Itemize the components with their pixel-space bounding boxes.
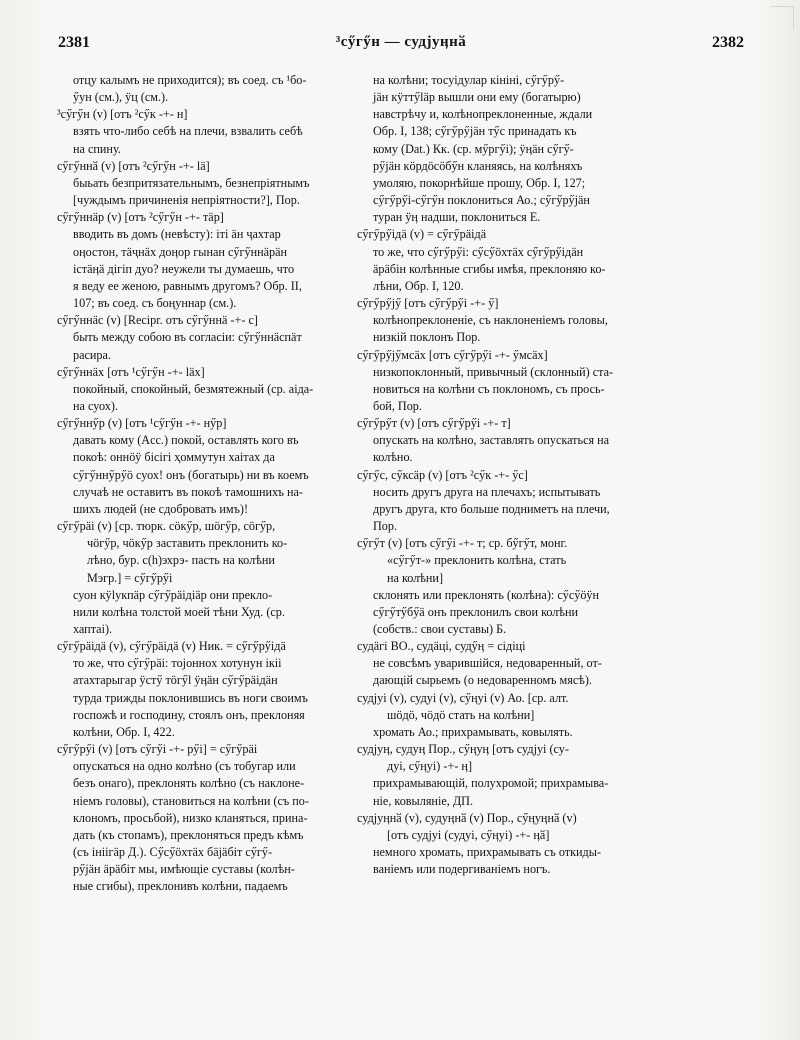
entry-headword-line: сӳгӳрӳjӳ [отъ сӳгӳрӳi -+- ӳ] bbox=[357, 296, 499, 311]
entry-text-line: атахтарыгар ӱстӳ тӧгӳl ӱӊӓн сӳгӳрӓiдӓн bbox=[73, 673, 278, 688]
entry-text-line: носить другъ друга на плечахъ; испытывать bbox=[373, 484, 601, 499]
entry-text-line: дать (къ стопамъ), преклоняться предъ кѣмъ bbox=[73, 827, 304, 842]
entry-text-line: сӳгӳннӳрӳӧ суох! онъ (богатырь) ни въ коемъ bbox=[73, 467, 309, 482]
entry-text-line: случаѣ не оставитъ въ покоѣ тамошнихъ на- bbox=[73, 484, 303, 499]
page-header bbox=[58, 34, 744, 58]
entry-text-line: отцу калымъ не приходится); въ соед. съ ¹бо- bbox=[73, 73, 307, 87]
entry-headword-line: судјуӊнӑ (v), судуӊнӑ (v) Пор., сӳӊуӊнӑ (v) bbox=[357, 810, 577, 825]
entry-text-line: рӳjӓн ӓрӓбiт мы, имѣющіе суставы (колѣн- bbox=[73, 862, 295, 877]
entry-text-line: турда трижды поклонившись въ ноги своимъ bbox=[73, 690, 308, 705]
entry-text-line: шӧдӧ, чӧдӧ стать на колѣни] bbox=[387, 707, 535, 722]
entry-text-line: сӳгӳрӳi-сӳгӳн поклониться Ао.; сӳгӳрӳjӓн bbox=[373, 193, 590, 208]
entry-text-line: лѣни, Обр. I, 120. bbox=[373, 278, 464, 293]
entry-text-line: ные сгибы), преклонивъ колѣни, падаемъ bbox=[73, 879, 288, 894]
entry-text-line: я веду ее женою, равнымъ другомъ? Обр. II, bbox=[73, 278, 302, 293]
entry-text-line: колѣно. bbox=[373, 450, 413, 465]
entry-headword-line: судӓгi ВО., судӓцi, судӳӊ = сiдiцi bbox=[357, 639, 526, 654]
running-title: ³сӳгӳн — судјуӊнӑ bbox=[335, 34, 467, 50]
entry-text-line: ніемъ головы), становиться на колѣни (съ по- bbox=[73, 793, 309, 808]
entry-headword-line: сӳгӳрӳi (v) [отъ сӳгӳi -+- рӳi] = сӳгӳрӓi bbox=[57, 742, 258, 757]
entry-headword-line: сӳгӳс, сӳксӓр (v) [отъ ²сӳк -+- ӳс] bbox=[357, 467, 528, 482]
entry-text-line: ніе, ковыляніе, ДП. bbox=[373, 793, 474, 808]
entry-text-line: на спину. bbox=[73, 141, 121, 156]
entry-text-line: то же, что сӳгӳрӳi: сӳсӳӧхтӓх сӳгӳрӳiдӓн bbox=[373, 244, 584, 259]
entry-text-line: нили колѣна толстой моей тѣни Худ. (ср. bbox=[73, 604, 285, 619]
entry-text-line: Обр. I, 138; сӳгӳрӳjӓн тӳс принадать къ bbox=[373, 124, 577, 139]
entry-text-line: хаптаі). bbox=[73, 622, 113, 636]
entry-text-line: опускаться на одно колѣно (съ тобугар или bbox=[73, 759, 296, 774]
entry-text-line: низкопоклонный, привычный (склонный) ста- bbox=[373, 364, 614, 379]
entry-text-line: на колѣни; тосуiдулар кінінi, сӳгӳрӳ- bbox=[373, 73, 565, 87]
entry-text-line: новиться на колѣни съ поклономъ, съ прось- bbox=[373, 381, 605, 396]
right-column bbox=[357, 72, 653, 878]
entry-text-line: сӳгӳтӳбӳӓ онъ преклонилъ свои колѣни bbox=[373, 604, 579, 619]
entry-text-line: суон кӱlукпӓр сӳгӳрӓiдiӓр они прекло- bbox=[73, 587, 273, 602]
entry-headword-line: ³сӳгӳн (v) [отъ ²сӳк -+- н] bbox=[57, 107, 188, 122]
entry-text-line: дуi, сӳӊуi) -+- ӊ] bbox=[387, 759, 473, 774]
entry-text-line: iстӓӊӓ дігіп дуо? неужели ты думаешь, что bbox=[73, 261, 295, 276]
entry-text-line: давать кому (Acc.) покой, оставлять кого въ bbox=[73, 433, 299, 448]
entry-text-line: кому (Dat.) Кк. (ср. мӳргӳi); ӱӊӓн сӳгӳ- bbox=[373, 141, 574, 156]
entry-text-line: (съ iнiiгӓр Д.). Сӳсӳӧхтӓх бӓjӓбiт сӳгӳ- bbox=[73, 845, 273, 860]
entry-headword-line: судјуi (v), судуi (v), сӳӊуi (v) Ао. [ср. алт. bbox=[357, 690, 569, 705]
entry-text-line: чӧгӳр, чӧкӳр заставить преклонить ко- bbox=[87, 536, 288, 551]
entry-text-line: jӓн кӱттӳlӓр вышли они ему (богатырю) bbox=[373, 90, 581, 105]
entry-text-line: безъ онаго), преклонять колѣно (съ наклоне- bbox=[73, 776, 305, 791]
entry-text-line: то же, что сӳгӳрӓi: тоjонноx хотунун iкiі bbox=[73, 656, 282, 671]
entry-text-line: рӳjӓн кӧрдӧсӧбӳн кланяясь, на колѣняхъ bbox=[373, 158, 583, 173]
entry-headword-line: сӳгӳннӓр (v) [отъ ²сӳгӳн -+- тӓр] bbox=[57, 210, 224, 225]
entry-text-line: [отъ судјуi (судуi, сӳӊуi) -+- ӊӑ] bbox=[387, 827, 550, 842]
entry-text-line: хромать Ао.; прихрамывать, ковылять. bbox=[373, 724, 573, 739]
entry-text-line: госпожѣ и господину, стоялъ онъ, преклоняя bbox=[73, 707, 305, 722]
entry-text-line: немного хромать, прихрамывать съ откиды- bbox=[373, 845, 602, 860]
entry-text-line: взять что-либо себѣ на плечи, взвалить себѣ bbox=[73, 124, 303, 139]
entry-text-line: колѣнопреклоненіе, съ наклоненіемъ головы, bbox=[373, 313, 608, 328]
entry-text-line: Пор. bbox=[373, 519, 398, 534]
entry-headword-line: сӳгӳрӳjӳмсӓх [отъ сӳгӳрӳi -+- ӳмсӓх] bbox=[357, 347, 548, 362]
entry-text-line: вводить въ домъ (невѣсту): іті ӓн ҷахтар bbox=[73, 227, 281, 242]
entry-headword-line: сӳгӳрӳт (v) [отъ сӳгӳрӳi -+- т] bbox=[357, 416, 511, 431]
entry-text-line: 107; въ соед. съ боӊуннар (см.). bbox=[73, 296, 237, 311]
entry-text-line: туран ӱӊ надши, поклониться Е. bbox=[373, 210, 541, 225]
entry-text-line: «сӳгӳт-» преклонить колѣна, стать bbox=[387, 553, 567, 568]
entry-headword-line: сӳгӳрӳiдӓ (v) = сӳгӳрӓiдӓ bbox=[357, 227, 487, 242]
entry-text-line: бой, Пор. bbox=[373, 398, 422, 413]
left-column bbox=[57, 72, 363, 896]
entry-text-line: навстрѣчу и, колѣнопреклоненные, ждали bbox=[373, 107, 593, 122]
entry-headword-line: сӳгӳннӳр (v) [отъ ¹сӳгӳн -+- нӳр] bbox=[57, 416, 227, 431]
scan-corner-mark bbox=[771, 6, 794, 29]
entry-text-line: на суох). bbox=[73, 398, 119, 413]
entry-text-line: [чуждымъ причиненія непріятности?], Пор. bbox=[73, 193, 300, 208]
entry-text-line: клономъ, просьбой), низко кланяться, прина- bbox=[73, 810, 308, 825]
entry-headword-line: судјуӊ, судуӊ Пор., сӳӊуӊ [отъ судјуi (су- bbox=[357, 742, 569, 757]
entry-text-line: покоѣ: оннӧӱ бісігі ҳоммутун хаiтах да bbox=[73, 450, 275, 465]
entry-headword-line: сӳгӳннӑ (v) [отъ ²сӳгӳн -+- lä] bbox=[57, 158, 210, 173]
entry-text-line: ӳун (см.), ӱц (см.). bbox=[73, 90, 169, 105]
entry-text-line: не совсѣмъ уварившійся, недоваренный, от- bbox=[373, 656, 602, 671]
entry-text-line: покойный, спокойный, безмятежный (ср. аiда- bbox=[73, 381, 314, 396]
entry-text-line: быьать безпритязательнымъ, безнепріятнымъ bbox=[73, 175, 310, 190]
entry-text-line: ваніемъ или подергиваніемъ ногъ. bbox=[373, 862, 551, 877]
entry-text-line: прихрамывающій, полухромой; прихрамыва- bbox=[373, 776, 609, 791]
entry-text-line: колѣни, Обр. I, 422. bbox=[73, 724, 175, 739]
entry-headword-line: сӳгӳннӓс (v) [Recipr. отъ сӳгӳннӓ -+- с] bbox=[57, 313, 258, 328]
entry-text-line: (собств.: свои суставы) Б. bbox=[373, 622, 507, 636]
entry-text-line: опускать на колѣно, заставлять опускаться на bbox=[373, 433, 610, 448]
entry-text-line: другъ друга, кто больше подниметъ на плечи, bbox=[373, 501, 610, 516]
entry-headword-line: сӳгӳт (v) [отъ сӳгӳi -+- т; ср. бӳгӳт, монг. bbox=[357, 536, 568, 551]
page-number-left: 2381 bbox=[58, 34, 90, 51]
entry-text-line: быть между собою въ согласіи: сӳгӳннӓспӓт bbox=[73, 330, 302, 345]
entry-text-line: оӊостон, тӓҷнӓх доӊор гынан сӳгӳннӓрӓн bbox=[73, 244, 288, 259]
entry-headword-line: сӳгӳрӓiдӓ (v), сӳгӳрӓiдӓ (v) Ник. = сӳгӳрӳiдӓ bbox=[57, 639, 286, 654]
page-number-right: 2382 bbox=[712, 34, 744, 51]
entry-text-line: низкій поклонъ Пор. bbox=[373, 330, 481, 345]
entry-text-line: дающій сырьемъ (о недоваренномъ мясѣ). bbox=[373, 673, 592, 688]
entry-text-line: расира. bbox=[73, 347, 111, 362]
entry-headword-line: сӳгӳннӓх [отъ ¹сӳгӳн -+- läx] bbox=[57, 364, 205, 379]
entry-text-line: шихъ людей (не сдобровать имъ)! bbox=[73, 501, 249, 516]
entry-text-line: Мэгр.] = сӳгӳрӳi bbox=[87, 570, 173, 585]
entry-headword-line: сӳгӳрӓi (v) [ср. тюрк. сӧкӳр, шӧгӳр, сӧгӳр, bbox=[57, 519, 276, 534]
entry-text-line: умоляю, покорнѣйше прошу, Обр. I, 127; bbox=[373, 175, 586, 190]
entry-text-line: склонять или преклонять (колѣна): сӳсӳӧӱн bbox=[373, 587, 600, 602]
entry-text-line: ӓрӓбiн колѣнные сгибы имѣя, преклоняю ко- bbox=[373, 261, 606, 276]
entry-text-line: на колѣни] bbox=[387, 570, 444, 585]
entry-text-line: лѣно, бур. с(h)эхрэ- пасть на колѣни bbox=[87, 553, 275, 568]
